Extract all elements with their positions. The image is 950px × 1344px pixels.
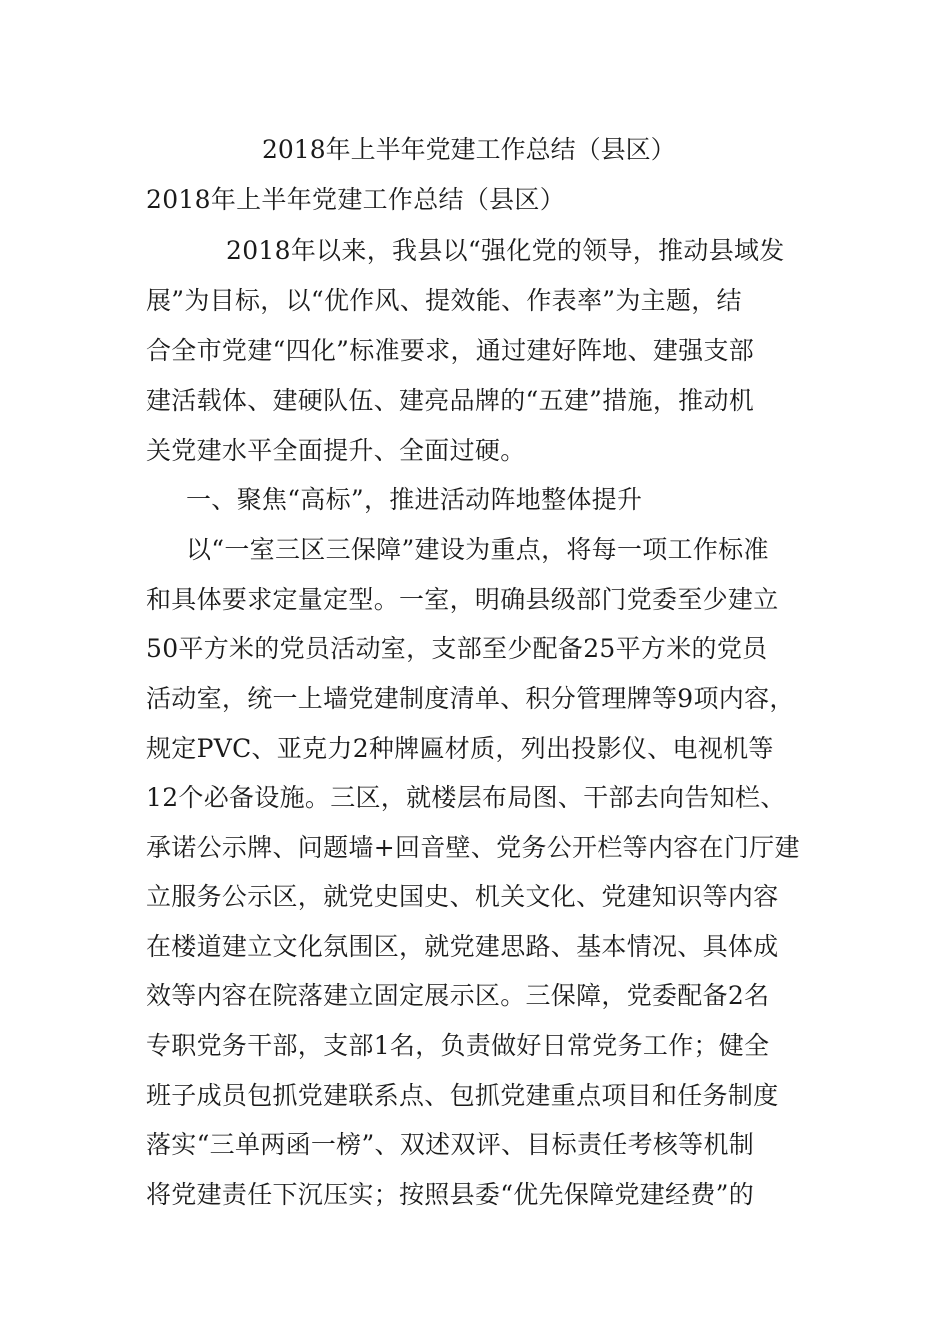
- document-title: 2018年上半年党建工作总结（县区）: [262, 135, 676, 164]
- body-line: 立服务公示区，就党史国史、机关文化、党建知识等内容: [146, 882, 779, 911]
- body-line: 12个必备设施。三区，就楼层布局图、干部去向告知栏、: [146, 783, 786, 812]
- intro-line: 合全市党建“四化”标准要求，通过建好阵地、建强支部: [146, 336, 755, 365]
- body-line: 规定PVC、亚克力2种牌匾材质，列出投影仪、电视机等: [146, 734, 774, 763]
- intro-line: 关党建水平全面提升、全面过硬。: [146, 436, 526, 465]
- body-line: 专职党务干部，支部1名，负责做好日常党务工作；健全: [146, 1031, 770, 1060]
- body-line: 承诺公示牌、问题墙+回音壁、党务公开栏等内容在门厅建: [146, 833, 800, 862]
- intro-line: 2018年以来，我县以“强化党的领导，推动县域发: [226, 236, 785, 265]
- body-line: 50平方米的党员活动室，支部至少配备25平方米的党员: [146, 634, 768, 663]
- body-line: 在楼道建立文化氛围区，就党建思路、基本情况、具体成: [146, 932, 779, 961]
- body-line: 以“一室三区三保障”建设为重点，将每一项工作标准: [186, 535, 769, 564]
- body-line: 将党建责任下沉压实；按照县委“优先保障党建经费”的: [146, 1180, 755, 1209]
- body-line: 效等内容在院落建立固定展示区。三保障，党委配备2名: [146, 981, 770, 1010]
- document-subtitle: 2018年上半年党建工作总结（县区）: [146, 185, 566, 214]
- body-line: 班子成员包抓党建联系点、包抓党建重点项目和任务制度: [146, 1081, 779, 1110]
- section-heading: 一、聚焦“高标”，推进活动阵地整体提升: [186, 485, 643, 514]
- body-line: 活动室，统一上墙党建制度清单、积分管理牌等9项内容，: [146, 684, 795, 713]
- intro-line: 展”为目标，以“优作风、提效能、作表率”为主题，结: [146, 286, 742, 315]
- intro-line: 建活载体、建硬队伍、建亮品牌的“五建”措施，推动机: [146, 386, 755, 415]
- body-line: 落实“三单两函一榜”、双述双评、目标责任考核等机制: [146, 1130, 755, 1159]
- body-line: 和具体要求定量定型。一室，明确县级部门党委至少建立: [146, 585, 779, 614]
